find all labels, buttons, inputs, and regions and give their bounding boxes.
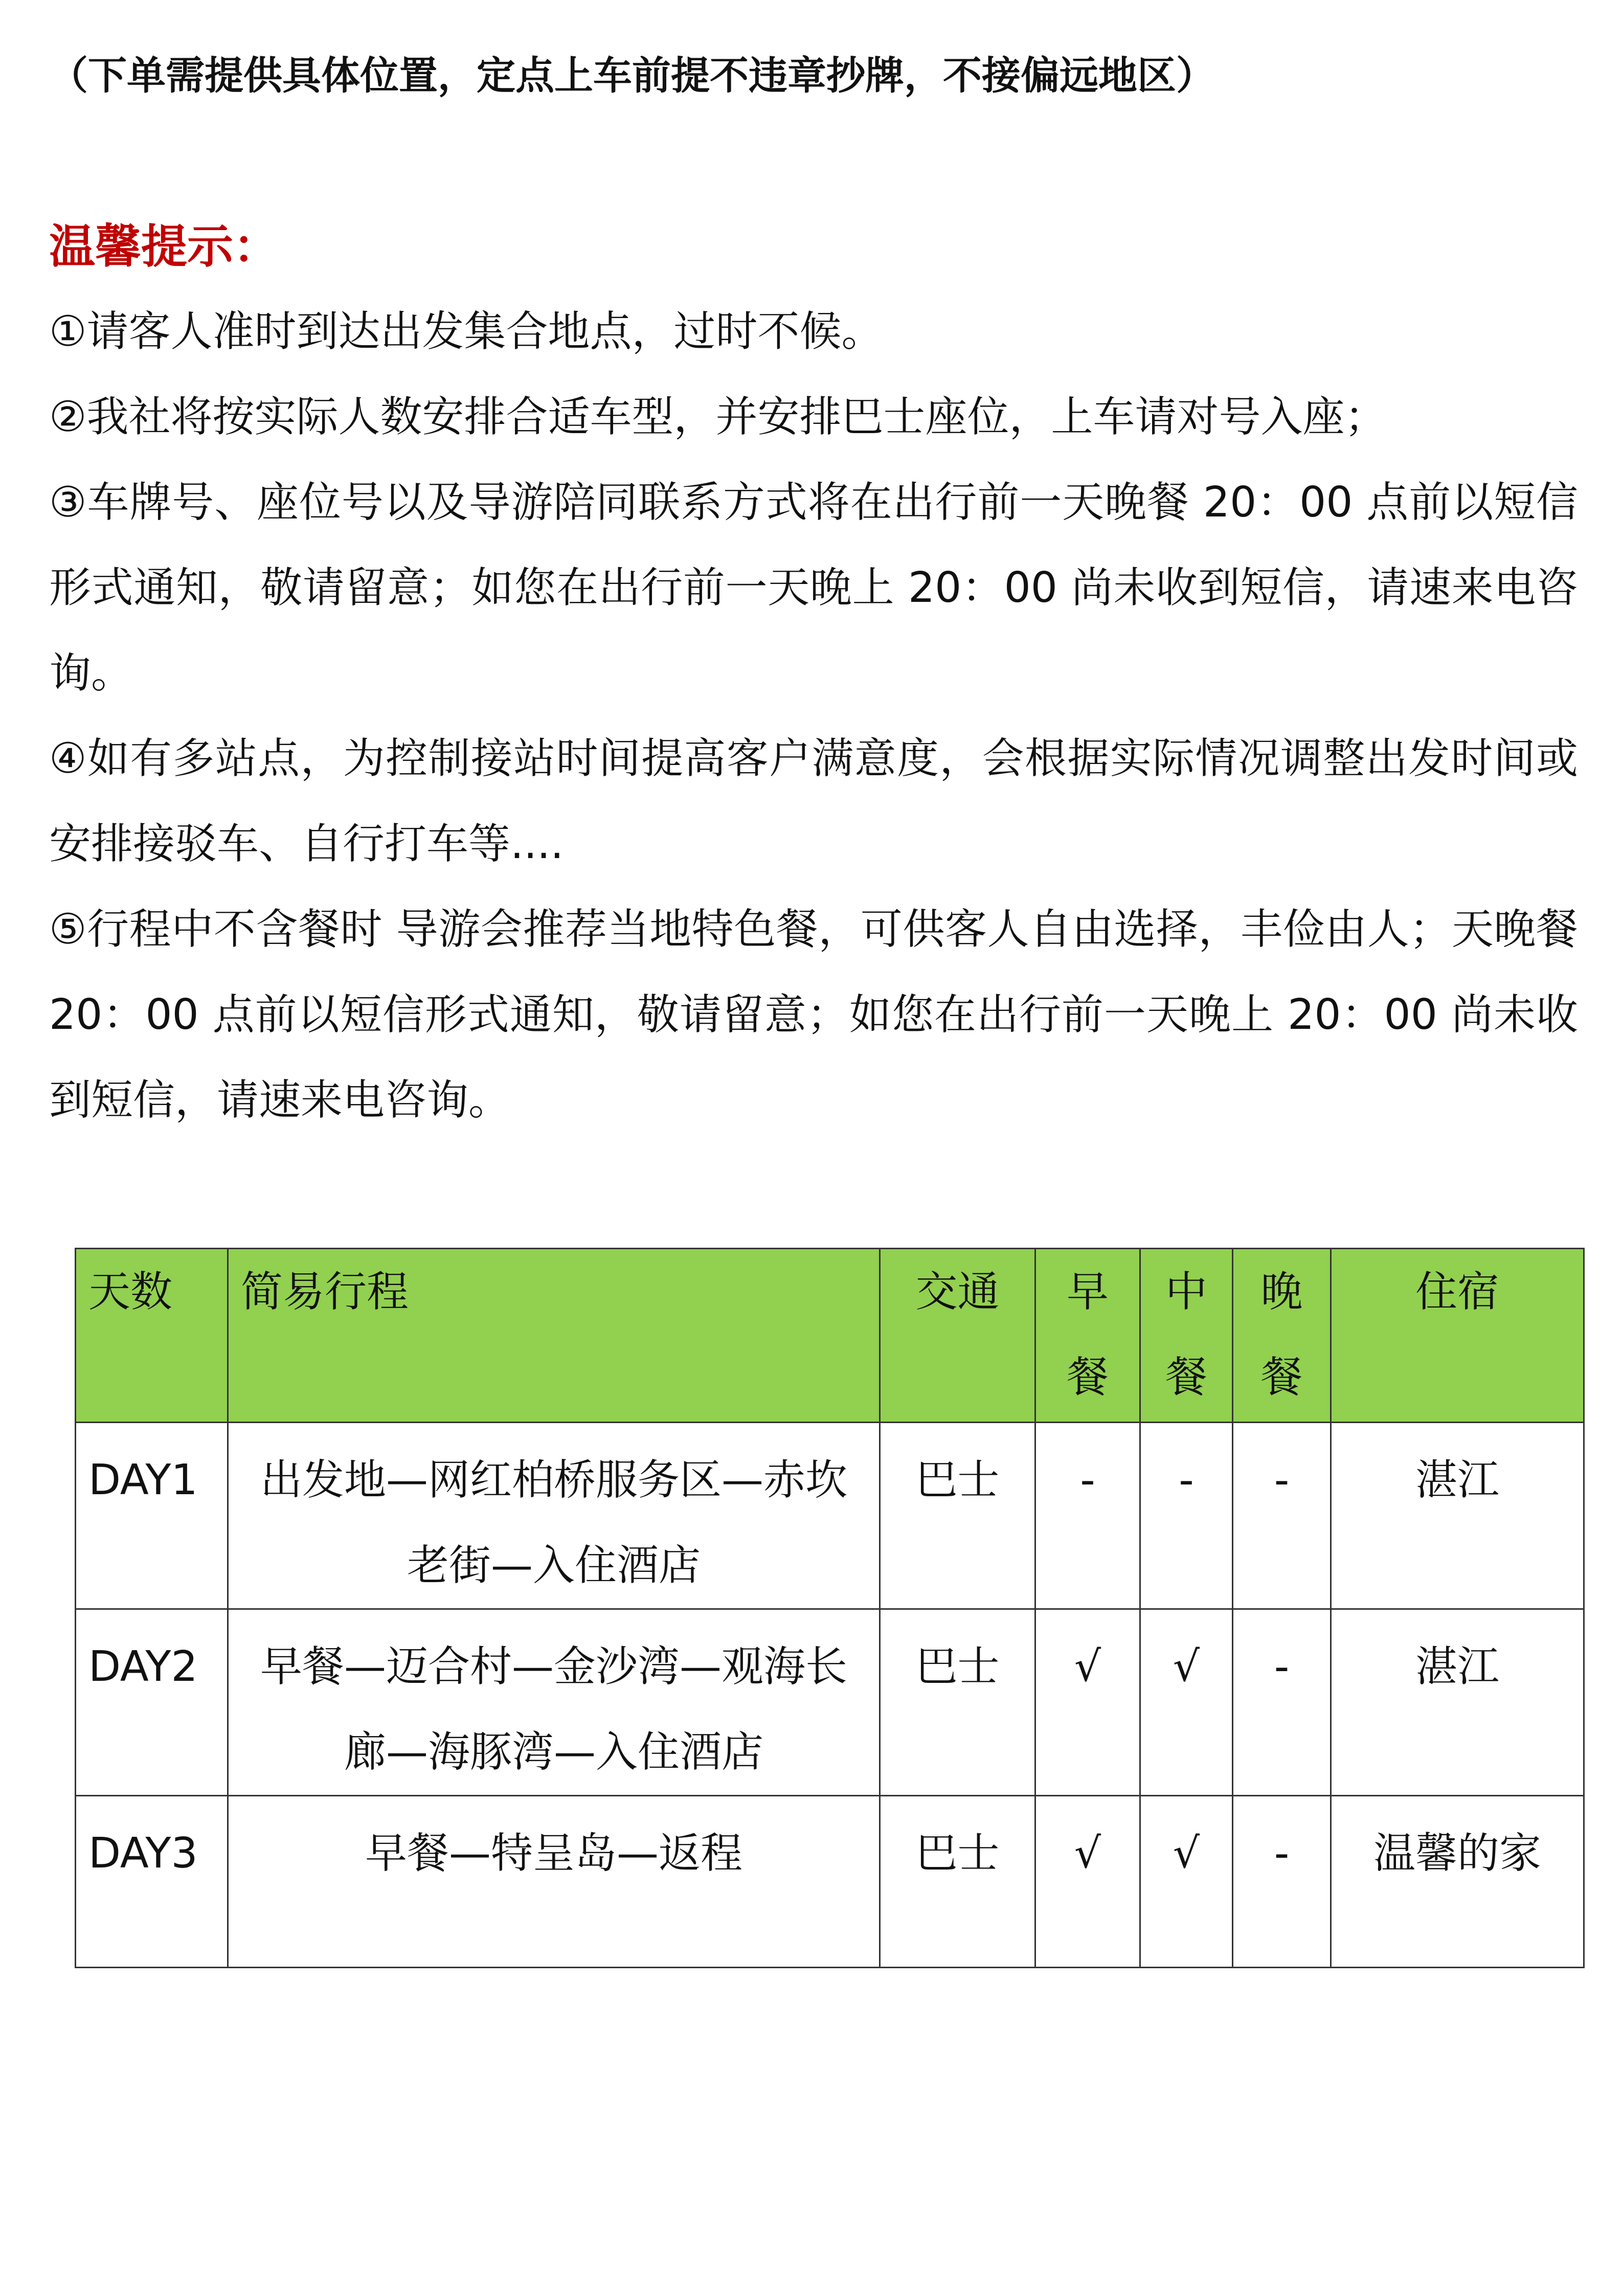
pickup-notice: （下单需提供具体位置，定点上车前提不违章抄牌，不接偏远地区） [49, 53, 1215, 98]
header-transport: 交通 [880, 1249, 1035, 1423]
row-breakfast: √ [1035, 1796, 1140, 1968]
row-breakfast: √ [1035, 1609, 1140, 1796]
row-lunch: √ [1140, 1609, 1233, 1796]
tip-item: ④如有多站点，为控制接站时间提高客户满意度，会根据实际情况调整出发时间或安排接驳车、自行打车等.... [49, 734, 1578, 868]
header-breakfast: 早 餐 [1035, 1249, 1140, 1423]
row-day: DAY3 [76, 1796, 228, 1968]
table-row [76, 1796, 1584, 1968]
itinerary-table [75, 1248, 1585, 1968]
row-route: 早餐—迈合村—金沙湾—观海长廊—海豚湾—入住酒店 [228, 1609, 880, 1796]
header-lunch: 中 餐 [1140, 1249, 1233, 1423]
row-dinner: - [1233, 1796, 1331, 1968]
table-header-row [76, 1249, 1584, 1423]
row-breakfast: - [1035, 1423, 1140, 1609]
tips-title: 温馨提示： [49, 220, 279, 274]
row-hotel: 湛江 [1331, 1609, 1584, 1796]
row-transport: 巴士 [880, 1796, 1035, 1968]
row-day: DAY1 [76, 1423, 228, 1609]
tip-item: ②我社将按实际人数安排合适车型，并安排巴士座位，上车请对号入座； [49, 393, 1387, 441]
row-lunch: - [1140, 1423, 1233, 1609]
row-transport: 巴士 [880, 1609, 1035, 1796]
row-hotel: 湛江 [1331, 1423, 1584, 1609]
row-lunch: √ [1140, 1796, 1233, 1968]
row-dinner: - [1233, 1609, 1331, 1796]
header-day: 天数 [76, 1249, 228, 1423]
tip-item: ①请客人准时到达出发集合地点，过时不候。 [49, 307, 884, 356]
tip-item: ⑤行程中不含餐时 导游会推荐当地特色餐，可供客人自由选择，丰俭由人；天晚餐 20：00 点前以短信形式通知，敬请留意；如您在出行前一天晚上 20：00 尚未收到短信，请速来电咨询。 [49, 905, 1578, 1124]
header-dinner: 晚 餐 [1233, 1249, 1331, 1423]
row-route: 早餐—特呈岛—返程 [228, 1796, 880, 1968]
row-transport: 巴士 [880, 1423, 1035, 1609]
tip-item: ③车牌号、座位号以及导游陪同联系方式将在出行前一天晚餐 20：00 点前以短信形式通知，敬请留意；如您在出行前一天晚上 20：00 尚未收到短信，请速来电咨询。 [49, 478, 1578, 697]
row-dinner: - [1233, 1423, 1331, 1609]
header-route: 简易行程 [228, 1249, 880, 1423]
header-hotel: 住宿 [1331, 1249, 1584, 1423]
table-row [76, 1423, 1584, 1609]
row-hotel: 温馨的家 [1331, 1796, 1584, 1968]
row-route: 出发地—网红柏桥服务区—赤坎老街—入住酒店 [228, 1423, 880, 1609]
table-row [76, 1609, 1584, 1796]
row-day: DAY2 [76, 1609, 228, 1796]
tips-list [49, 289, 1578, 1143]
